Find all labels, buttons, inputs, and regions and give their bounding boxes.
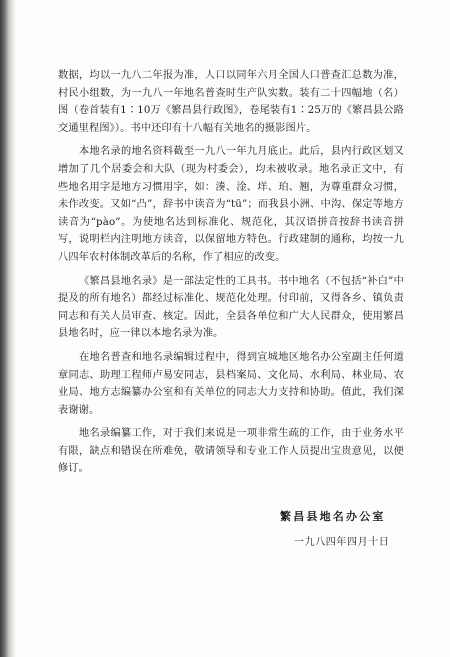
signature-office: 繁昌县地名办公室	[280, 510, 386, 523]
paragraph: 地名录编纂工作，对于我们来说是一项非常生疏的工作，由于业务水平有限，缺点和错误在所难免，敬请领导和专业工作人员提出宝贵意见，以便修订。	[58, 428, 404, 475]
paragraph: 《繁昌县地名录》是一部法定性的工具书。书中地名（不包括“补白”中提及的所有地名）都经过标准化、规范化处理。付印前，又得各乡、镇负责同志和有关人员审查、核定。因此，全县各单位和广大人民群众，使用繁昌县地名时，应一律以本地名录为准。	[58, 275, 404, 340]
body-text	[58, 67, 404, 482]
paragraph: 本地名录的地名资料截至一九八一年九月底止。此后，县内行政区划又增加了几个居委会和大队（现为村委会），均未被收录。地名录正文中，有些地名用字是地方习惯用字，如：湊、淦、垟、珀、翘，为尊重群众习惯，未作改变。又如“凸”，辞书中读音为“tū”；而我县小洲、中沟、保定等地方读音为“pào”。为使地名达到标准化、规范化，其汉语拼音按辞书读音拼写，说明栏内注明地方读音，以保留地方特色。行政建制的通称，均按一九八四年农村体制改革后的名称，作了相应的改变。	[58, 146, 404, 263]
paragraph: 在地名普查和地名录编辑过程中，得到宣城地区地名办公室副主任何道章同志、助理工程师卢易安同志，县档案局、文化局、水利局、林业局、农业局、地方志编纂办公室和有关单位的同志大力支持和协助。值此，我们深表谢谢。	[58, 351, 404, 416]
signature-date: 一九八四年四月十日	[294, 537, 390, 548]
paragraph-continued: 数据，均以一九八二年报为准，人口以同年六月全国人口普查汇总数为准，村民小组数，为一九八一年地名普查时生产队实数。装有二十四幅地（名）图（卷首装有1∶10万《繁昌县行政图》，卷尾装有1∶25万的《繁昌县公路交通里程图》）。书中还印有十八幅有关地名的摄影图片。	[58, 70, 404, 134]
scan-binding-edge	[0, 0, 16, 657]
